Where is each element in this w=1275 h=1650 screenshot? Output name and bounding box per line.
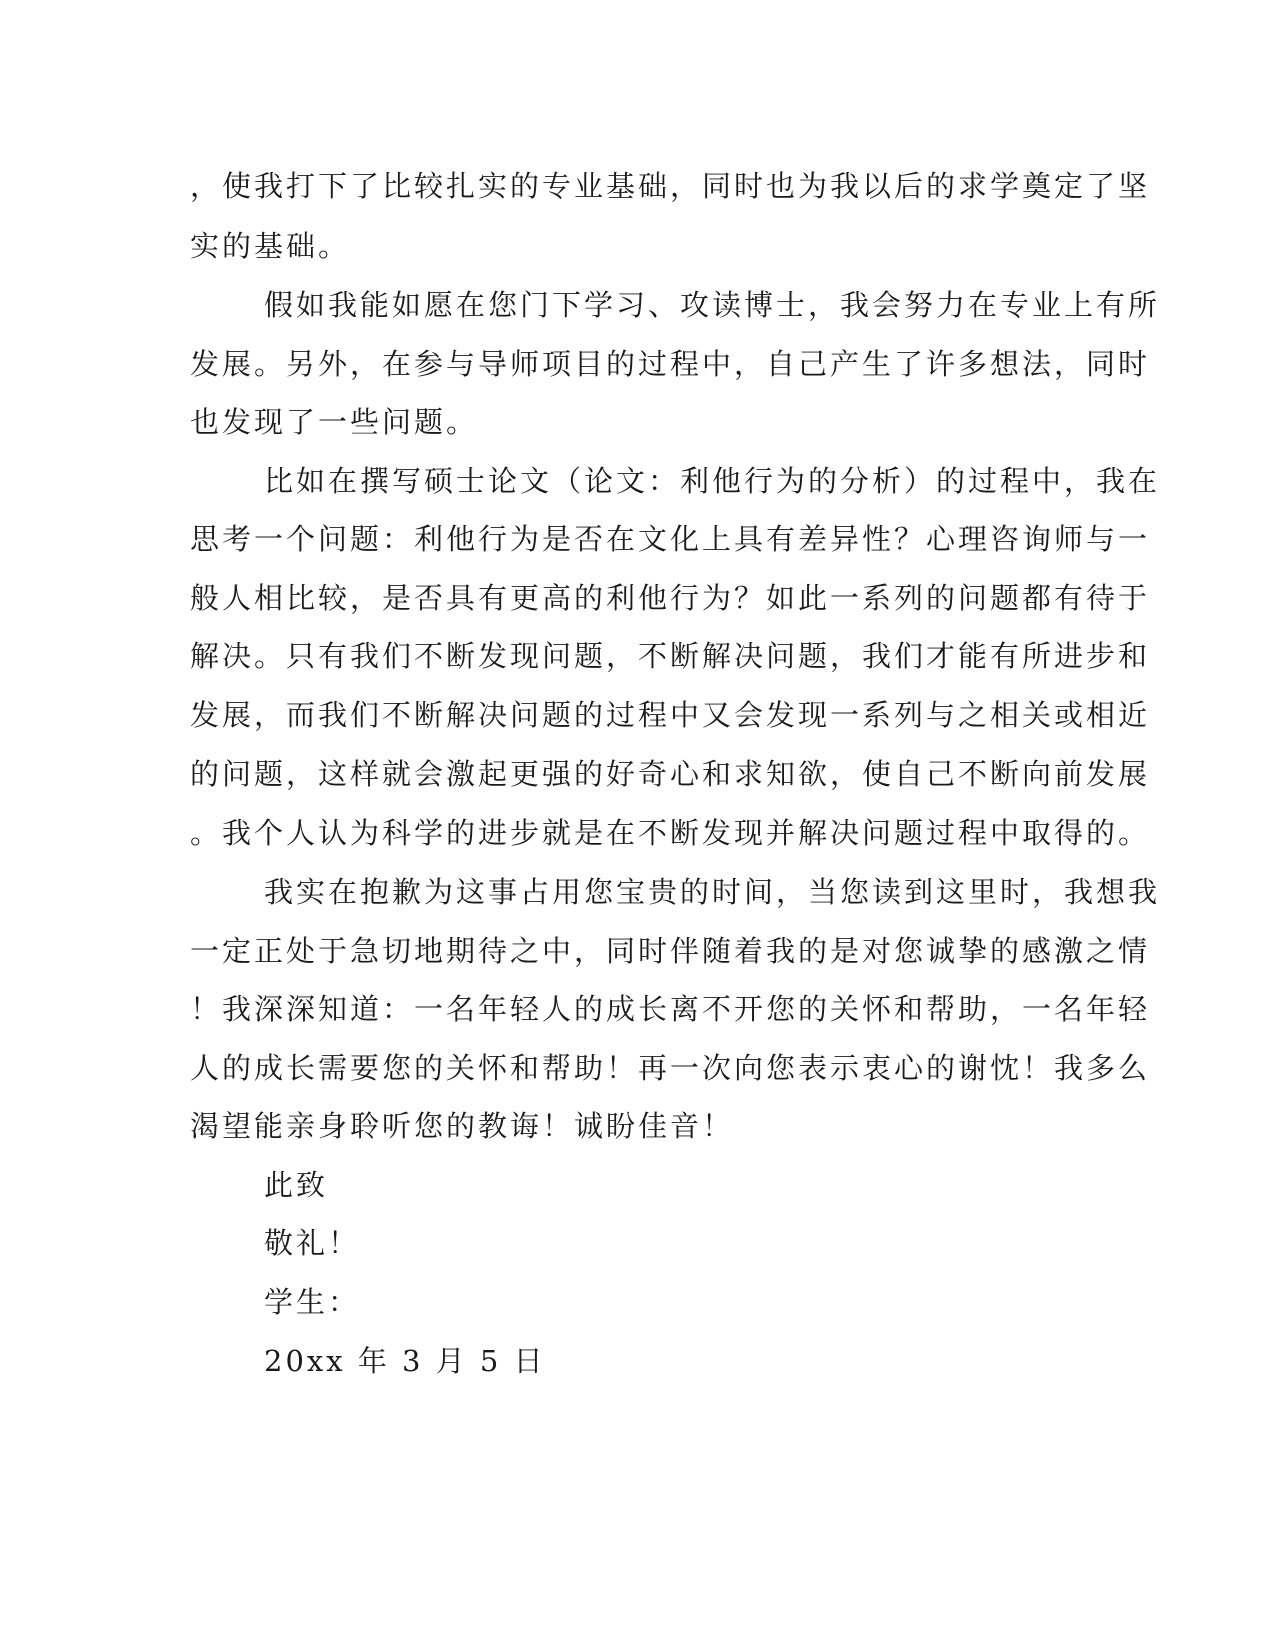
text-line: 发展。另外，在参与导师项目的过程中，自己产生了许多想法，同时 [190,347,1151,381]
text-line: 人的成长需要您的关怀和帮助！再一次向您表示衷心的谢忱！我多么 [190,1051,1151,1085]
letter-date: 20xx 年 3 月 5 日 [264,1344,546,1378]
text-line: 的问题，这样就会激起更强的好奇心和求知欲，使自己不断向前发展 [190,757,1151,791]
text-line: 思考一个问题：利他行为是否在文化上具有差异性？心理咨询师与一 [190,522,1151,556]
text-line: ，使我打下了比较扎实的专业基础，同时也为我以后的求学奠定了坚 [190,169,1151,203]
text-line: 一定正处于急切地期待之中，同时伴随着我的是对您诚挚的感激之情 [190,934,1151,968]
text-line: 般人相比较，是否具有更高的利他行为？如此一系列的问题都有待于 [190,581,1151,615]
text-line: 比如在撰写硕士论文（论文：利他行为的分析）的过程中，我在 [264,464,1161,498]
text-line: 。我个人认为科学的进步就是在不断发现并解决问题过程中取得的。 [190,816,1151,850]
text-line: ！我深深知道：一名年轻人的成长离不开您的关怀和帮助，一名年轻 [190,992,1151,1026]
closing-salutation: 此致 [264,1168,329,1202]
text-line: 解决。只有我们不断发现问题，不断解决问题，我们才能有所进步和 [190,639,1151,673]
closing-regards: 敬礼！ [264,1226,361,1260]
text-line: 渴望能亲身聆听您的教诲！诚盼佳音！ [190,1109,735,1143]
signature-label: 学生： [264,1285,361,1319]
text-line: 也发现了一些问题。 [190,405,479,439]
text-line: 实的基础。 [190,229,351,263]
text-line: 假如我能如愿在您门下学习、攻读博士，我会努力在专业上有所 [264,288,1161,322]
text-line: 我实在抱歉为这事占用您宝贵的时间，当您读到这里时，我想我 [264,875,1161,909]
text-line: 发展，而我们不断解决问题的过程中又会发现一系列与之相关或相近 [190,698,1151,732]
